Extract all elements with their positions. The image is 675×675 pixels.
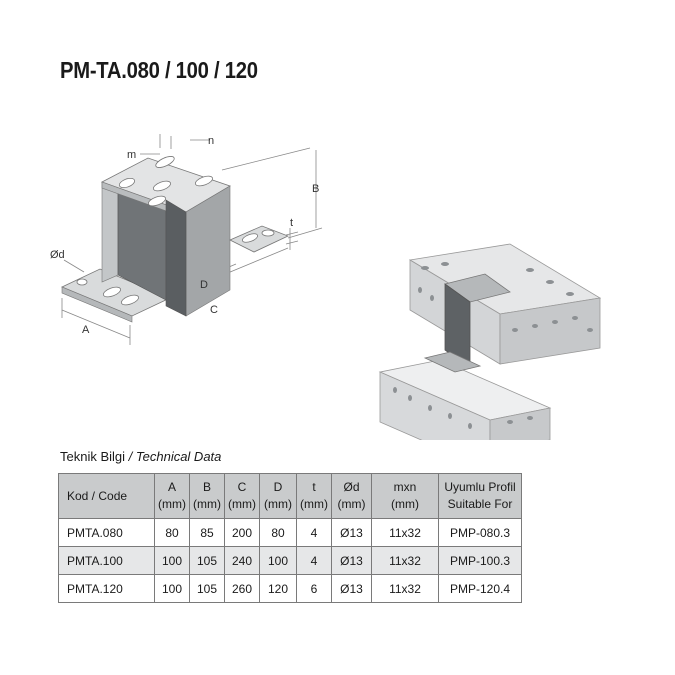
technical-data-table — [58, 473, 522, 603]
label-b: B — [312, 183, 320, 195]
label-n: n — [208, 135, 215, 147]
header-a: A (mm) — [155, 474, 190, 519]
table-row: PMTA.100 100 105 240 100 4 Ø13 11x32 PMP-100.3 — [59, 547, 522, 575]
table-header-row — [59, 474, 522, 519]
header-od: Ød (mm) — [332, 474, 372, 519]
section-title-tr: Teknik Bilgi — [60, 449, 126, 464]
label-od: Ød — [50, 249, 65, 261]
header-b: B (mm) — [190, 474, 225, 519]
page-title: PM-TA.080 / 100 / 120 — [60, 57, 258, 83]
bracket-dimension-drawing — [40, 120, 330, 350]
label-c: C — [210, 304, 218, 316]
assembly-illustration — [370, 240, 610, 440]
table-row: PMTA.080 80 85 200 80 4 Ø13 11x32 PMP-080.3 — [59, 519, 522, 547]
header-profile: Uyumlu Profil Suitable For — [439, 474, 522, 519]
label-a: A — [82, 324, 90, 336]
header-t: t (mm) — [297, 474, 332, 519]
label-d: D — [200, 279, 208, 291]
label-t: t — [290, 217, 294, 229]
section-title — [60, 449, 221, 464]
header-d: D (mm) — [260, 474, 297, 519]
header-code: Kod / Code — [59, 474, 155, 519]
label-m: m — [127, 149, 137, 161]
section-title-en: / Technical Data — [128, 449, 222, 464]
table-row: PMTA.120 100 105 260 120 6 Ø13 11x32 PMP-120.4 — [59, 575, 522, 603]
header-c: C (mm) — [225, 474, 260, 519]
header-mxn: mxn (mm) — [372, 474, 439, 519]
